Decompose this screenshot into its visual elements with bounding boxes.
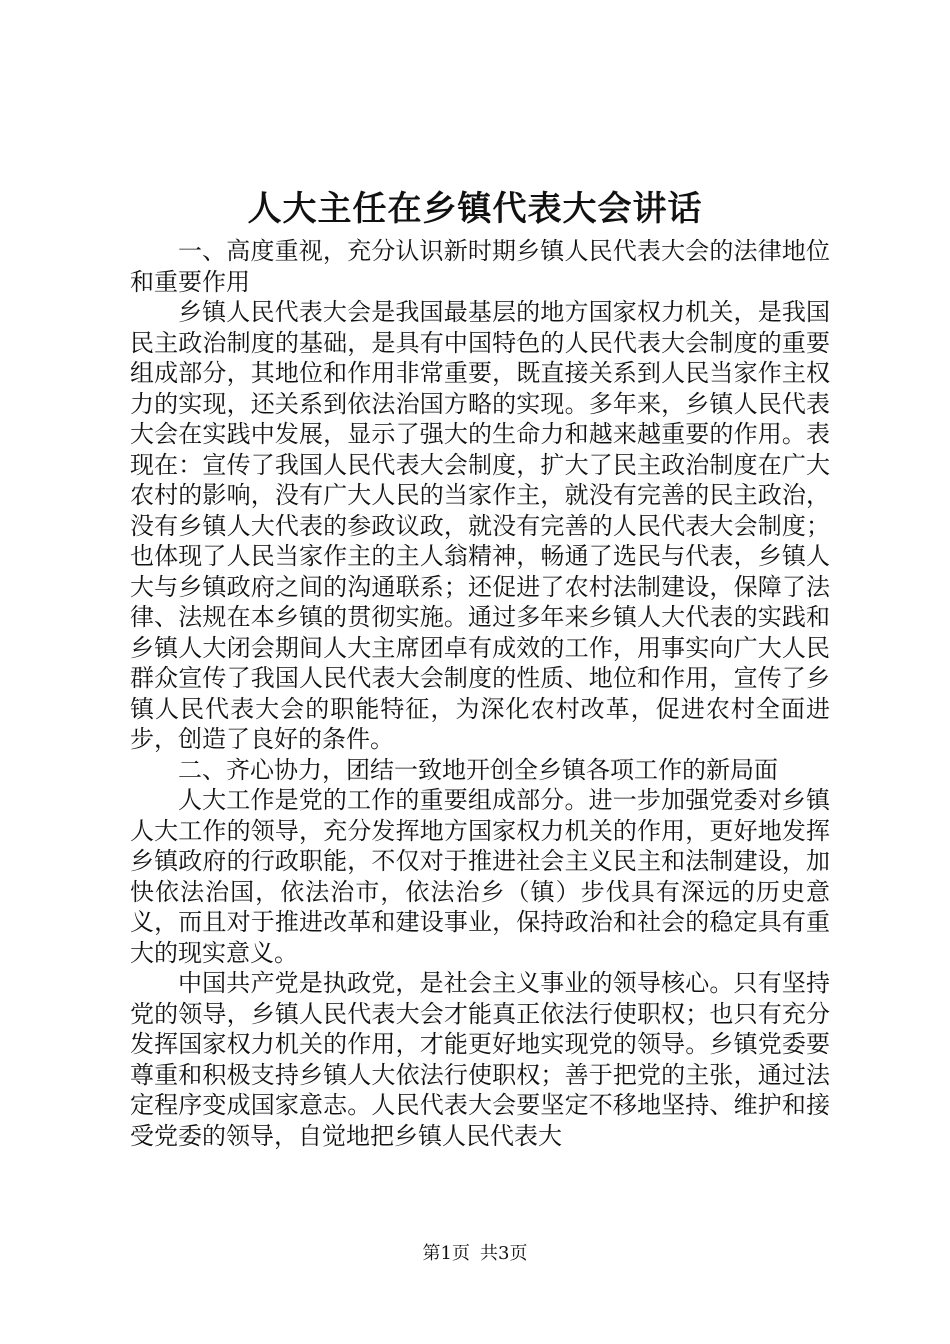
section-heading-1: 一、高度重视，充分认识新时期乡镇人民代表大会的法律地位和重要作用 xyxy=(130,237,830,296)
page-footer xyxy=(0,1242,950,1266)
document-body xyxy=(130,236,830,1151)
page-total: 共3页 xyxy=(480,1243,528,1264)
section-heading-2: 二、齐心协力，团结一致地开创全乡镇各项工作的新局面 xyxy=(178,755,778,784)
document-title: 人大主任在乡镇代表大会讲话 xyxy=(247,189,703,229)
body-paragraph: 中国共产党是执政党，是社会主义事业的领导核心。只有坚持党的领导，乡镇人民代表大会才能真正依法行使职权；也只有充分发挥国家权力机关的作用，才能更好地实现党的领导。乡镇党委要尊重和积极支持乡镇人大依法行使职权；善于把党的主张，通过法定程序变成国家意志。人民代表大会要坚定不移地坚持、维护和接受党委的领导，自觉地把乡镇人民代表大 xyxy=(130,969,830,1150)
body-paragraph: 乡镇人民代表大会是我国最基层的地方国家权力机关，是我国民主政治制度的基础，是具有中国特色的人民代表大会制度的重要组成部分，其地位和作用非常重要，既直接关系到人民当家作主权力的实现，还关系到依法治国方略的实现。多年来，乡镇人民代表大会在实践中发展，显示了强大的生命力和越来越重要的作用。表现在：宣传了我国人民代表大会制度，扩大了民主政治制度在广大农村的影响，没有广大人民的当家作主，就没有完善的民主政治，没有乡镇人大代表的参政议政，就没有完善的人民代表大会制度；也体现了人民当家作主的主人翁精神，畅通了选民与代表，乡镇人大与乡镇政府之间的沟通联系；还促进了农村法制建设，保障了法律、法规在本乡镇的贯彻实施。通过多年来乡镇人大代表的实践和乡镇人大闭会期间人大主席团卓有成效的工作，用事实向广大人民群众宣传了我国人民代表大会制度的性质、地位和作用，宣传了乡镇人民代表大会的职能特征，为深化农村改革，促进农村全面进步，创造了良好的条件。 xyxy=(130,298,830,753)
page-number: 第1页 xyxy=(422,1243,470,1264)
body-paragraph: 人大工作是党的工作的重要组成部分。进一步加强党委对乡镇人大工作的领导，充分发挥地方国家权力机关的作用，更好地发挥乡镇政府的行政职能，不仅对于推进社会主义民主和法制建设，加快依法治国，依法治市，依法治乡（镇）步伐具有深远的历史意义，而且对于推进改革和建设事业，保持政治和社会的稳定具有重大的现实意义。 xyxy=(130,786,830,967)
